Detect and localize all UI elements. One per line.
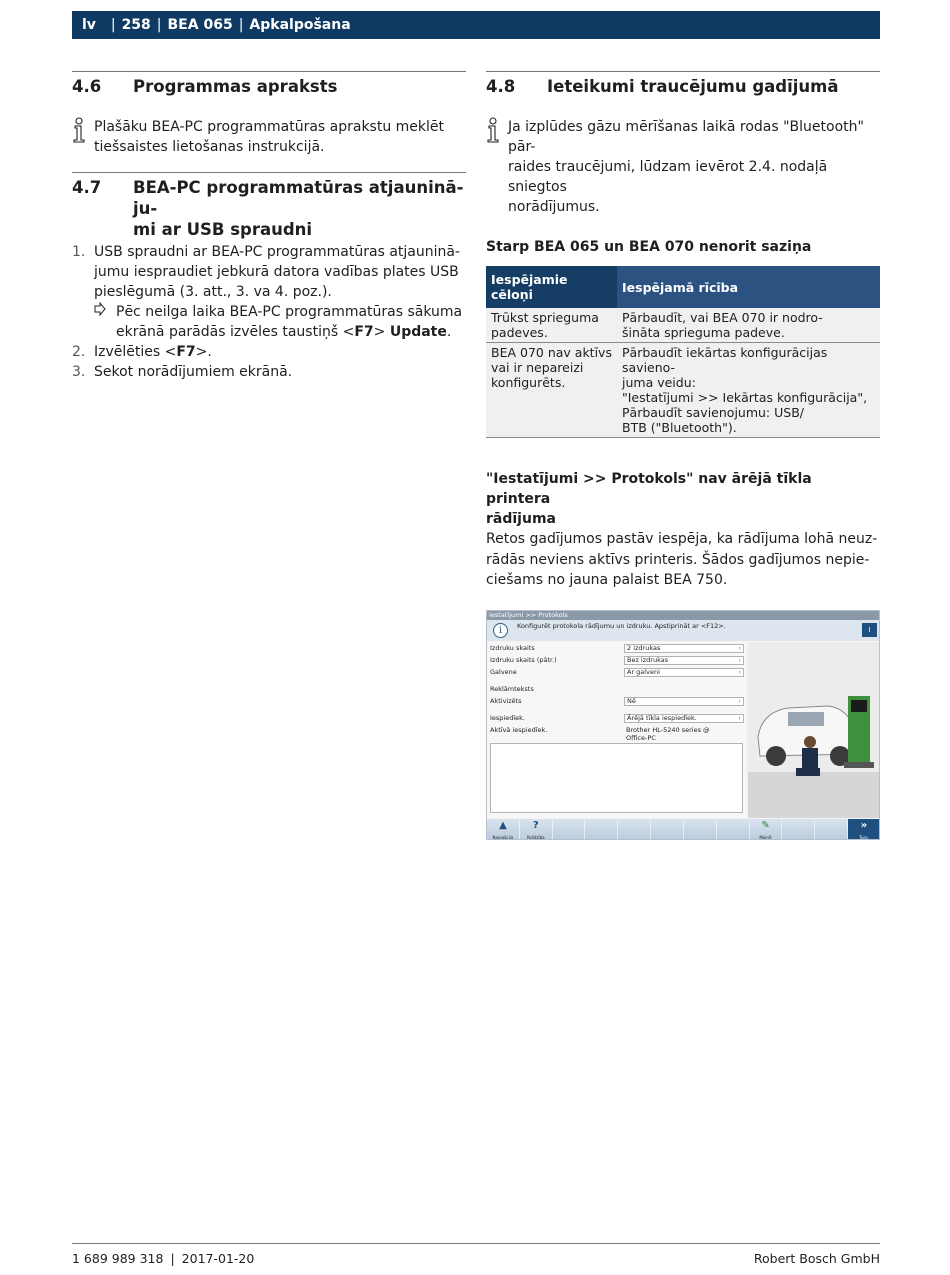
info-note: Plašāku BEA-PC programmatūras aprakstu meklēt tiešsaistes lietošanas instrukcijā.	[72, 117, 466, 157]
form-row: Izdruku skaits 2 izdrukas ›	[490, 644, 746, 653]
f8-key[interactable]	[717, 819, 750, 840]
monitor-icon: I	[862, 623, 877, 637]
printer-paragraph: Retos gadījumos pastāv iespēja, ka rādījuma lohā neuz- rādās neviens aktīvs printeris. Šādos gadījumos nepie- ciešams no jauna palaist BEA 750.	[486, 531, 878, 588]
help-icon: ?	[532, 819, 539, 831]
f4-key[interactable]	[585, 819, 618, 840]
copies-repeat-select[interactable]: Bez izdrukas ›	[624, 656, 744, 665]
info-icon: i	[493, 623, 508, 638]
list-item: 1. USB spraudni ar BEA-PC programmatūras atjauninā- jumu iespraudiet jebkurā datora vadības plates USB pieslēgumā (3. att., 3. va 4. poz.). Pēc neilga laika BEA-PC programmatūras sākuma ekrānā parādās izvēles taustiņš <F7> Update.	[72, 244, 463, 340]
doc-number: 1 689 989 318	[72, 1251, 164, 1266]
f3-key[interactable]	[553, 819, 586, 840]
form-row: Iespiedīek. Ārējā tīkla iespiedīek. ›	[490, 714, 746, 723]
arrow-right-icon	[94, 302, 116, 342]
f10-key[interactable]	[782, 819, 815, 840]
update-steps-list	[72, 242, 466, 382]
copies-select[interactable]: 2 izdrukas ›	[624, 644, 744, 653]
doc-date: 2017-01-20	[181, 1251, 255, 1266]
subheading-printer: "Iestatījumi >> Protokols" nav ārējā tīkla printera rādījuma	[486, 471, 812, 527]
footer-divider	[72, 1243, 880, 1244]
function-key-bar	[487, 819, 880, 840]
screenshot-info-bar: i Konfigurēt protokola rādījumu un izdruku. Apstiprināt ar <F12>. I	[487, 620, 880, 641]
header-product: BEA 065	[167, 17, 233, 33]
right-column	[486, 71, 880, 840]
workshop-photo	[748, 642, 880, 818]
f11-key[interactable]	[815, 819, 848, 840]
list-item: 2. Izvēlēties <F7>.	[72, 344, 212, 360]
section-4-7-heading: 4.7 BEA-PC programmatūras atjaunināju- mi ar USB spraudni	[72, 172, 466, 240]
table-row: BEA 070 nav aktīvs vai ir nepareizi konfigurēts. Pārbaudīt iekārtas konfigurācijas savieno- juma veidu: "Iestatījumi >> Iekārtas konfigurācija", Pārbaudīt savienojumu: USB/ BTB ("Bluetooth").	[486, 343, 880, 438]
result-item: Pēc neilga laika BEA-PC programmatūras sākuma ekrānā parādās izvēles taustiņš <F7> Update.	[94, 302, 462, 342]
troubleshooting-table	[486, 266, 880, 438]
settings-form	[487, 642, 746, 818]
page-header-bar: lv | 258 | BEA 065 | Apkalpošana	[72, 11, 880, 39]
company-name: Robert Bosch GmbH	[753, 1251, 880, 1266]
f9-change-button[interactable]: ✎ Mainīt	[750, 819, 783, 840]
list-item: 3. Sekot norādījumiem ekrānā.	[72, 364, 293, 380]
form-row: Galvene Ar galveni ›	[490, 668, 746, 677]
info-icon	[72, 117, 94, 157]
f5-key[interactable]	[618, 819, 651, 840]
double-chevron-right-icon: »	[860, 819, 868, 831]
form-row: Izdruku skaits (pātr.) Bez izdrukas ›	[490, 656, 746, 665]
info-note: Ja izplūdes gāzu mērīšanas laikā rodas "Bluetooth" pār- raides traucējumi, lūdzam ievērot 2.4. nodaļā sniegtos norādījumus.	[486, 117, 880, 217]
screenshot-title: Iestatījumi >> Protokols	[487, 611, 880, 620]
table-header-row: Iespējamie cēloņi Iespējamā rīcība	[486, 266, 880, 308]
f2-help-button[interactable]: ? Palīdzība	[520, 819, 553, 840]
chevron-right-icon: ›	[738, 667, 741, 676]
chevron-right-icon: ›	[738, 713, 741, 722]
edit-icon: ✎	[761, 819, 770, 831]
chevron-right-icon: ›	[738, 655, 741, 664]
subheading-no-communication: Starp BEA 065 un BEA 070 nenorit saziņa	[486, 239, 812, 255]
ad-text-area[interactable]	[490, 743, 743, 813]
table-row: Trūkst sprieguma padeves. Pārbaudīt, vai BEA 070 ir nodro- šināta sprieguma padeve.	[486, 308, 880, 343]
form-row: Aktīvā iespiedīek. Brother HL-5240 series @ Office-PC	[490, 725, 710, 742]
header-select[interactable]: Ar galveni ›	[624, 668, 744, 677]
info-icon	[486, 117, 508, 217]
section-4-8-heading: 4.8 Ieteikumi traucējumu gadījumā	[486, 71, 880, 97]
section-4-6-heading: 4.6 Programmas apraksts	[72, 71, 466, 97]
ad-text-activated-select[interactable]: Nē ›	[624, 697, 744, 706]
form-row: Aktivizēts Nē ›	[490, 697, 746, 706]
header-lang: lv	[82, 17, 96, 33]
chevron-right-icon: ›	[738, 643, 741, 652]
header-chapter: Apkalpošana	[249, 17, 351, 33]
form-section-label: Reklāmteksts	[490, 684, 534, 693]
left-column	[72, 71, 466, 382]
protocol-settings-screenshot	[486, 610, 880, 840]
chevron-right-icon: ›	[738, 696, 741, 705]
header-page-number: 258	[121, 17, 151, 33]
f12-continue-button[interactable]: » Turp.	[848, 819, 880, 840]
printer-select[interactable]: Ārējā tīkla iespiedīek. ›	[624, 714, 744, 723]
f1-navigation-button[interactable]: ▲ Navigācija	[487, 819, 520, 840]
triangle-up-icon: ▲	[499, 819, 507, 831]
f6-key[interactable]	[651, 819, 684, 840]
f7-key[interactable]	[684, 819, 717, 840]
